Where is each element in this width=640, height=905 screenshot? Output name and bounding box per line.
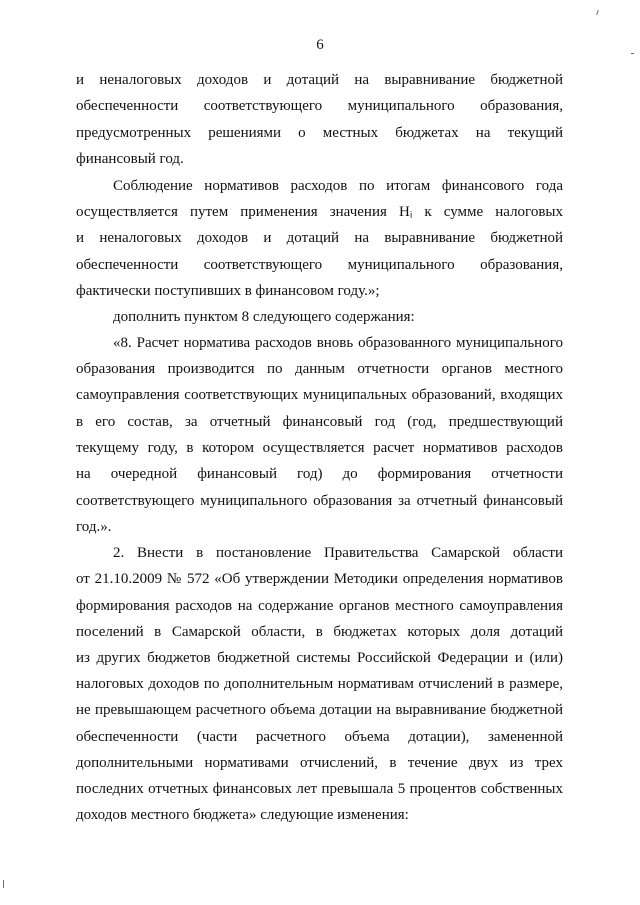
- text-line: дополнить пунктом 8 следующего содержания:: [113, 309, 415, 325]
- page-number: 6: [316, 37, 324, 53]
- text-line: налоговых доходов по дополнительным нормативам отчислений в размере,: [76, 676, 563, 692]
- text-line: финансовый год.: [76, 151, 184, 167]
- text-line: от 21.10.2009 № 572 «Об утверждении Методики определения нормативов: [76, 571, 563, 587]
- text-line: поселений в Самарской области, в бюджетах которых доля дотаций: [76, 624, 563, 640]
- text-line: 2. Внести в постановление Правительства Самарской области: [113, 545, 563, 561]
- text-line: доходов местного бюджета» следующие изменения:: [76, 807, 409, 823]
- text-line: фактически поступивших в финансовом году.»;: [76, 283, 380, 299]
- scan-artifact: [3, 880, 4, 888]
- text-line: последних отчетных финансовых лет превышала 5 процентов собственных: [76, 781, 563, 797]
- text-line: и неналоговых доходов и дотаций на выравнивание бюджетной: [76, 72, 563, 88]
- text-line: осуществляется путем применения значения Hᵢ к сумме налоговых: [76, 204, 563, 220]
- scan-artifact: [631, 53, 634, 54]
- text-line: на очередной финансовый год) до формирования отчетности: [76, 466, 563, 482]
- text-line: обеспеченности соответствующего муниципального образования,: [76, 257, 563, 273]
- text-line: образования производится по данным отчетности органов местного: [76, 361, 563, 377]
- text-line: текущему году, в котором осуществляется расчет нормативов расходов: [76, 440, 563, 456]
- text-line: предусмотренных решениями о местных бюджетах на текущий: [76, 125, 563, 141]
- text-line: в его состав, за отчетный финансовый год (год, предшествующий: [76, 414, 563, 430]
- text-line: дополнительными нормативами отчислений, в течение двух из трех: [76, 755, 563, 771]
- text-line: из других бюджетов бюджетной системы Российской Федерации и (или): [76, 650, 563, 666]
- text-line: обеспеченности (части расчетного объема дотации), замененной: [76, 729, 563, 745]
- text-line: и неналоговых доходов и дотаций на выравнивание бюджетной: [76, 230, 563, 246]
- text-line: самоуправления соответствующих муниципальных образований, входящих: [76, 387, 563, 403]
- text-line: «8. Расчет норматива расходов вновь образованного муниципального: [113, 335, 563, 351]
- scan-artifact: [596, 10, 599, 15]
- text-line: не превышающем расчетного объема дотации на выравнивание бюджетной: [76, 702, 563, 718]
- text-line: Соблюдение нормативов расходов по итогам финансового года: [113, 178, 563, 194]
- text-line: год.».: [76, 519, 112, 535]
- text-line: соответствующего муниципального образования за отчетный финансовый: [76, 493, 563, 509]
- text-line: обеспеченности соответствующего муниципального образования,: [76, 98, 563, 114]
- text-line: формирования расходов на содержание органов местного самоуправления: [76, 598, 563, 614]
